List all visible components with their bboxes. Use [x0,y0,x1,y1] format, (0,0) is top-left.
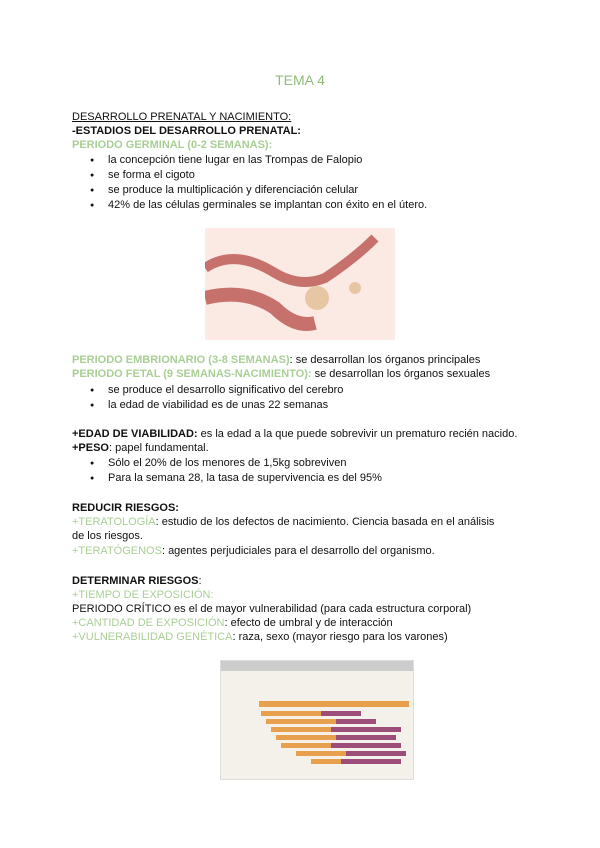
determinar-heading: DETERMINAR RIESGOS [72,575,199,587]
fetal-list [90,383,343,413]
section-heading: DESARROLLO PRENATAL Y NACIMIENTO: [72,111,292,123]
teratogenos-label: +TERATÓGENOS [72,545,162,557]
embrionario-label: PERIODO EMBRIONARIO (3-8 SEMANAS) [72,354,290,366]
list-item: ● Para la semana 28, la tasa de supervivencia es del 95% [90,471,382,486]
teratologia-line [72,515,494,529]
list-item: ● se produce el desarrollo significativo del cerebro [90,383,343,398]
list-item: ● Sólo el 20% de los menores de 1,5kg sobreviven [90,456,382,471]
cantidad-line [72,616,393,630]
critical-periods-figure [220,660,414,780]
peso-text: : papel fundamental. [109,442,209,454]
fetal-label: PERIODO FETAL (9 SEMANAS-NACIMIENTO): [72,368,312,380]
cantidad-text: : efecto de umbral y de interacción [224,617,393,629]
teratologia-label: +TERATOLOGÍA [72,516,156,528]
tiempo-label: +TIEMPO DE EXPOSICIÓN: [72,589,214,601]
germinal-list [90,153,427,213]
vuln-line [72,630,448,644]
list-item: ● 42% de las células germinales se implantan con éxito en el útero. [90,198,427,213]
list-item: ● la edad de viabilidad es de unas 22 semanas [90,398,343,413]
viabilidad-label: +EDAD DE VIABILIDAD: [72,428,198,440]
teratogenos-line [72,544,435,558]
reducir-heading: REDUCIR RIESGOS: [72,502,179,514]
peso-line [72,441,209,455]
peso-label: +PESO [72,442,109,454]
list-item: ● se forma el cigoto [90,168,427,183]
vuln-label: +VULNERABILIDAD GENÉTICA [72,631,233,643]
peso-list [90,456,382,486]
germinal-label: PERIODO GERMINAL (0-2 SEMANAS): [72,139,273,151]
cantidad-label: +CANTIDAD DE EXPOSICIÓN [72,617,225,629]
teratogenos-text: : agentes perjudiciales para el desarrollo del organismo. [161,545,435,557]
stages-heading: -ESTADIOS DEL DESARROLLO PRENATAL: [72,125,301,137]
teratologia-text: : estudio de los defectos de nacimiento. Ciencia basada en el análisis [155,516,495,528]
page-title: TEMA 4 [275,72,325,88]
critico-text: PERIODO CRÍTICO es el de mayor vulnerabilidad (para cada estructura corporal) [72,603,472,615]
teratologia-text2: de los riesgos. [72,530,143,542]
uterus-illustration [205,228,395,340]
fetal-text: se desarrollan los órganos sexuales [311,368,491,380]
vuln-text: : raza, sexo (mayor riesgo para los varones) [232,631,448,643]
fetal-line [72,367,490,381]
determinar-colon: : [198,575,202,587]
determinar-line [72,574,202,588]
viabilidad-line [72,427,517,441]
list-item: ● se produce la multiplicación y diferenciación celular [90,183,427,198]
embrionario-line [72,353,480,367]
list-item: ● la concepción tiene lugar en las Trompas de Falopio [90,153,427,168]
embrionario-text: : se desarrollan los órganos principales [289,354,481,366]
viabilidad-text: es la edad a la que puede sobrevivir un prematuro recién nacido. [197,428,518,440]
